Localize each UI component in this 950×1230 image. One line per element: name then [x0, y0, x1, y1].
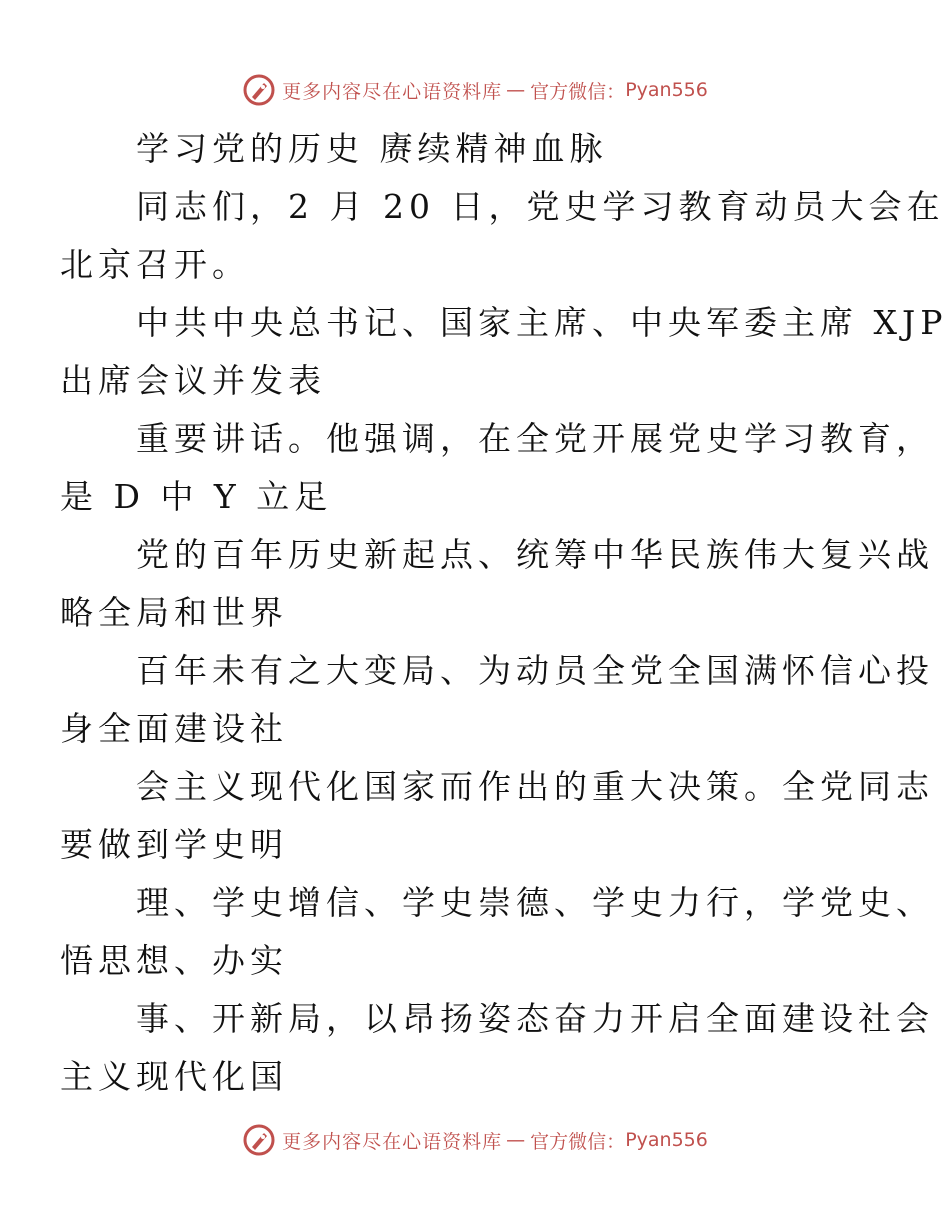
header-watermark [0, 70, 950, 110]
pen-nib-logo-icon [242, 1123, 276, 1157]
paragraph: 百年未有之大变局、为动员全党全国满怀信心投 身全面建设社 [60, 651, 934, 748]
footer-separator: — [506, 1129, 527, 1151]
footer-wechat-id: Pyan556 [625, 1129, 708, 1151]
header-slogan: 更多内容尽在心语资料库 [282, 80, 503, 103]
document-title: 学习党的历史 赓续精神血脉 [136, 129, 608, 168]
pen-nib-logo-icon [242, 73, 276, 107]
footer-slogan: 更多内容尽在心语资料库 [282, 1130, 503, 1153]
paragraph: 事、开新局，以昂扬姿态奋力开启全面建设社会 主义现代化国 [60, 999, 934, 1096]
footer-watermark [0, 1120, 950, 1160]
header-wechat-label: 官方微信： [530, 80, 626, 103]
header-separator: — [506, 79, 527, 101]
paragraph: 同志们，2 月 20 日，党史学习教育动员大会在 北京召开。 [60, 187, 945, 284]
footer-wechat-label: 官方微信： [530, 1130, 626, 1153]
paragraph: 理、学史增信、学史崇德、学史力行，学党史、 悟思想、办实 [60, 883, 934, 980]
header-wechat-id: Pyan556 [625, 79, 708, 101]
document-body [60, 120, 948, 1106]
paragraph: 中共中央总书记、国家主席、中央军委主席 XJP 出席会议并发表 [60, 303, 948, 400]
paragraph: 会主义现代化国家而作出的重大决策。全党同志 要做到学史明 [60, 767, 934, 864]
paragraph: 重要讲话。他强调，在全党开展党史学习教育， 是 D 中 Y 立足 [60, 419, 934, 516]
paragraph: 党的百年历史新起点、统筹中华民族伟大复兴战 略全局和世界 [60, 535, 934, 632]
